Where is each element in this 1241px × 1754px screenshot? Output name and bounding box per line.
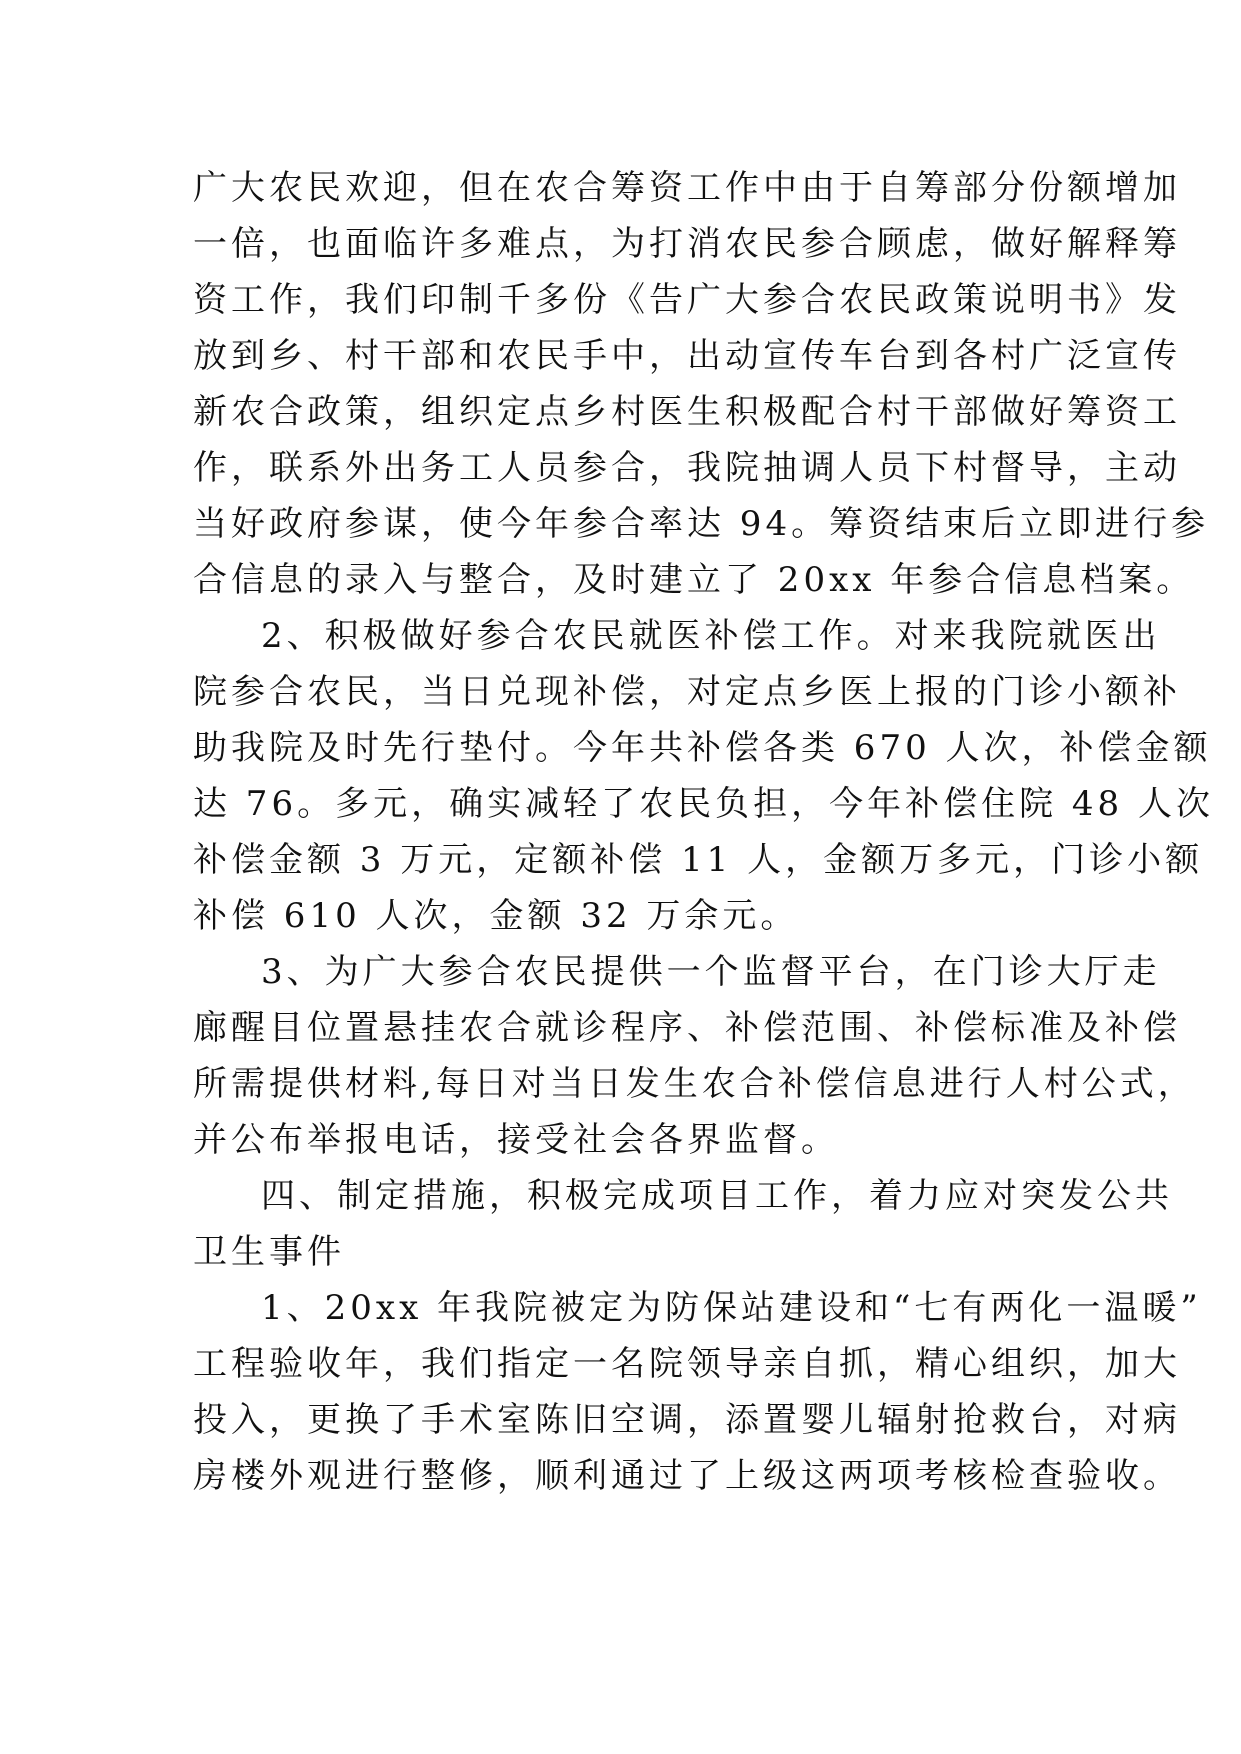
text-line: 广大农民欢迎，但在农合筹资工作中由于自筹部分份额增加 [193,168,1181,208]
text-line: 并公布举报电话，接受社会各界监督。 [193,1120,839,1160]
text-line: 房楼外观进行整修，顺利通过了上级这两项考核检查验收。 [193,1456,1181,1496]
text-line: 当好政府参谋，使今年参合率达 94。筹资结束后立即进行参 [193,504,1210,544]
text-line: 放到乡、村干部和农民手中，出动宣传车台到各村广泛宣传 [193,336,1181,376]
paragraph-start-line: 3、为广大参合农民提供一个监督平台，在门诊大厅走 [261,952,1161,992]
text-line: 廊醒目位置悬挂农合就诊程序、补偿范围、补偿标准及补偿 [193,1008,1181,1048]
text-line: 助我院及时先行垫付。今年共补偿各类 670 人次，补偿金额 [193,728,1212,768]
text-line: 合信息的录入与整合，及时建立了 20xx 年参合信息档案。 [193,560,1195,600]
text-line: 工程验收年，我们指定一名院领导亲自抓，精心组织，加大 [193,1344,1181,1384]
text-line: 作，联系外出务工人员参合，我院抽调人员下村督导，主动 [193,448,1181,488]
text-line: 补偿 610 人次，金额 32 万余元。 [193,896,799,936]
paragraph-start-line: 1、20xx 年我院被定为防保站建设和“七有两化一温暖” [261,1288,1202,1328]
document-body [193,160,1214,1504]
text-line: 资工作，我们印制千多份《告广大参合农民政策说明书》发 [193,280,1181,320]
text-line: 新农合政策，组织定点乡村医生积极配合村干部做好筹资工 [193,392,1181,432]
section-heading-line: 卫生事件 [193,1232,345,1272]
text-line: 所需提供材料,每日对当日发生农合补偿信息进行人村公式， [193,1064,1196,1104]
text-line: 一倍，也面临许多难点，为打消农民参合顾虑，做好解释筹 [193,224,1181,264]
text-line: 院参合农民，当日兑现补偿，对定点乡医上报的门诊小额补 [193,672,1181,712]
text-line: 达 76。多元，确实减轻了农民负担，今年补偿住院 48 人次 [193,784,1214,824]
text-line: 投入，更换了手术室陈旧空调，添置婴儿辐射抢救台，对病 [193,1400,1181,1440]
section-heading-line: 四、制定措施，积极完成项目工作，着力应对突发公共 [261,1176,1173,1216]
paragraph-start-line: 2、积极做好参合农民就医补偿工作。对来我院就医出 [261,616,1161,656]
text-line: 补偿金额 3 万元，定额补偿 11 人，金额万多元，门诊小额 [193,840,1204,880]
